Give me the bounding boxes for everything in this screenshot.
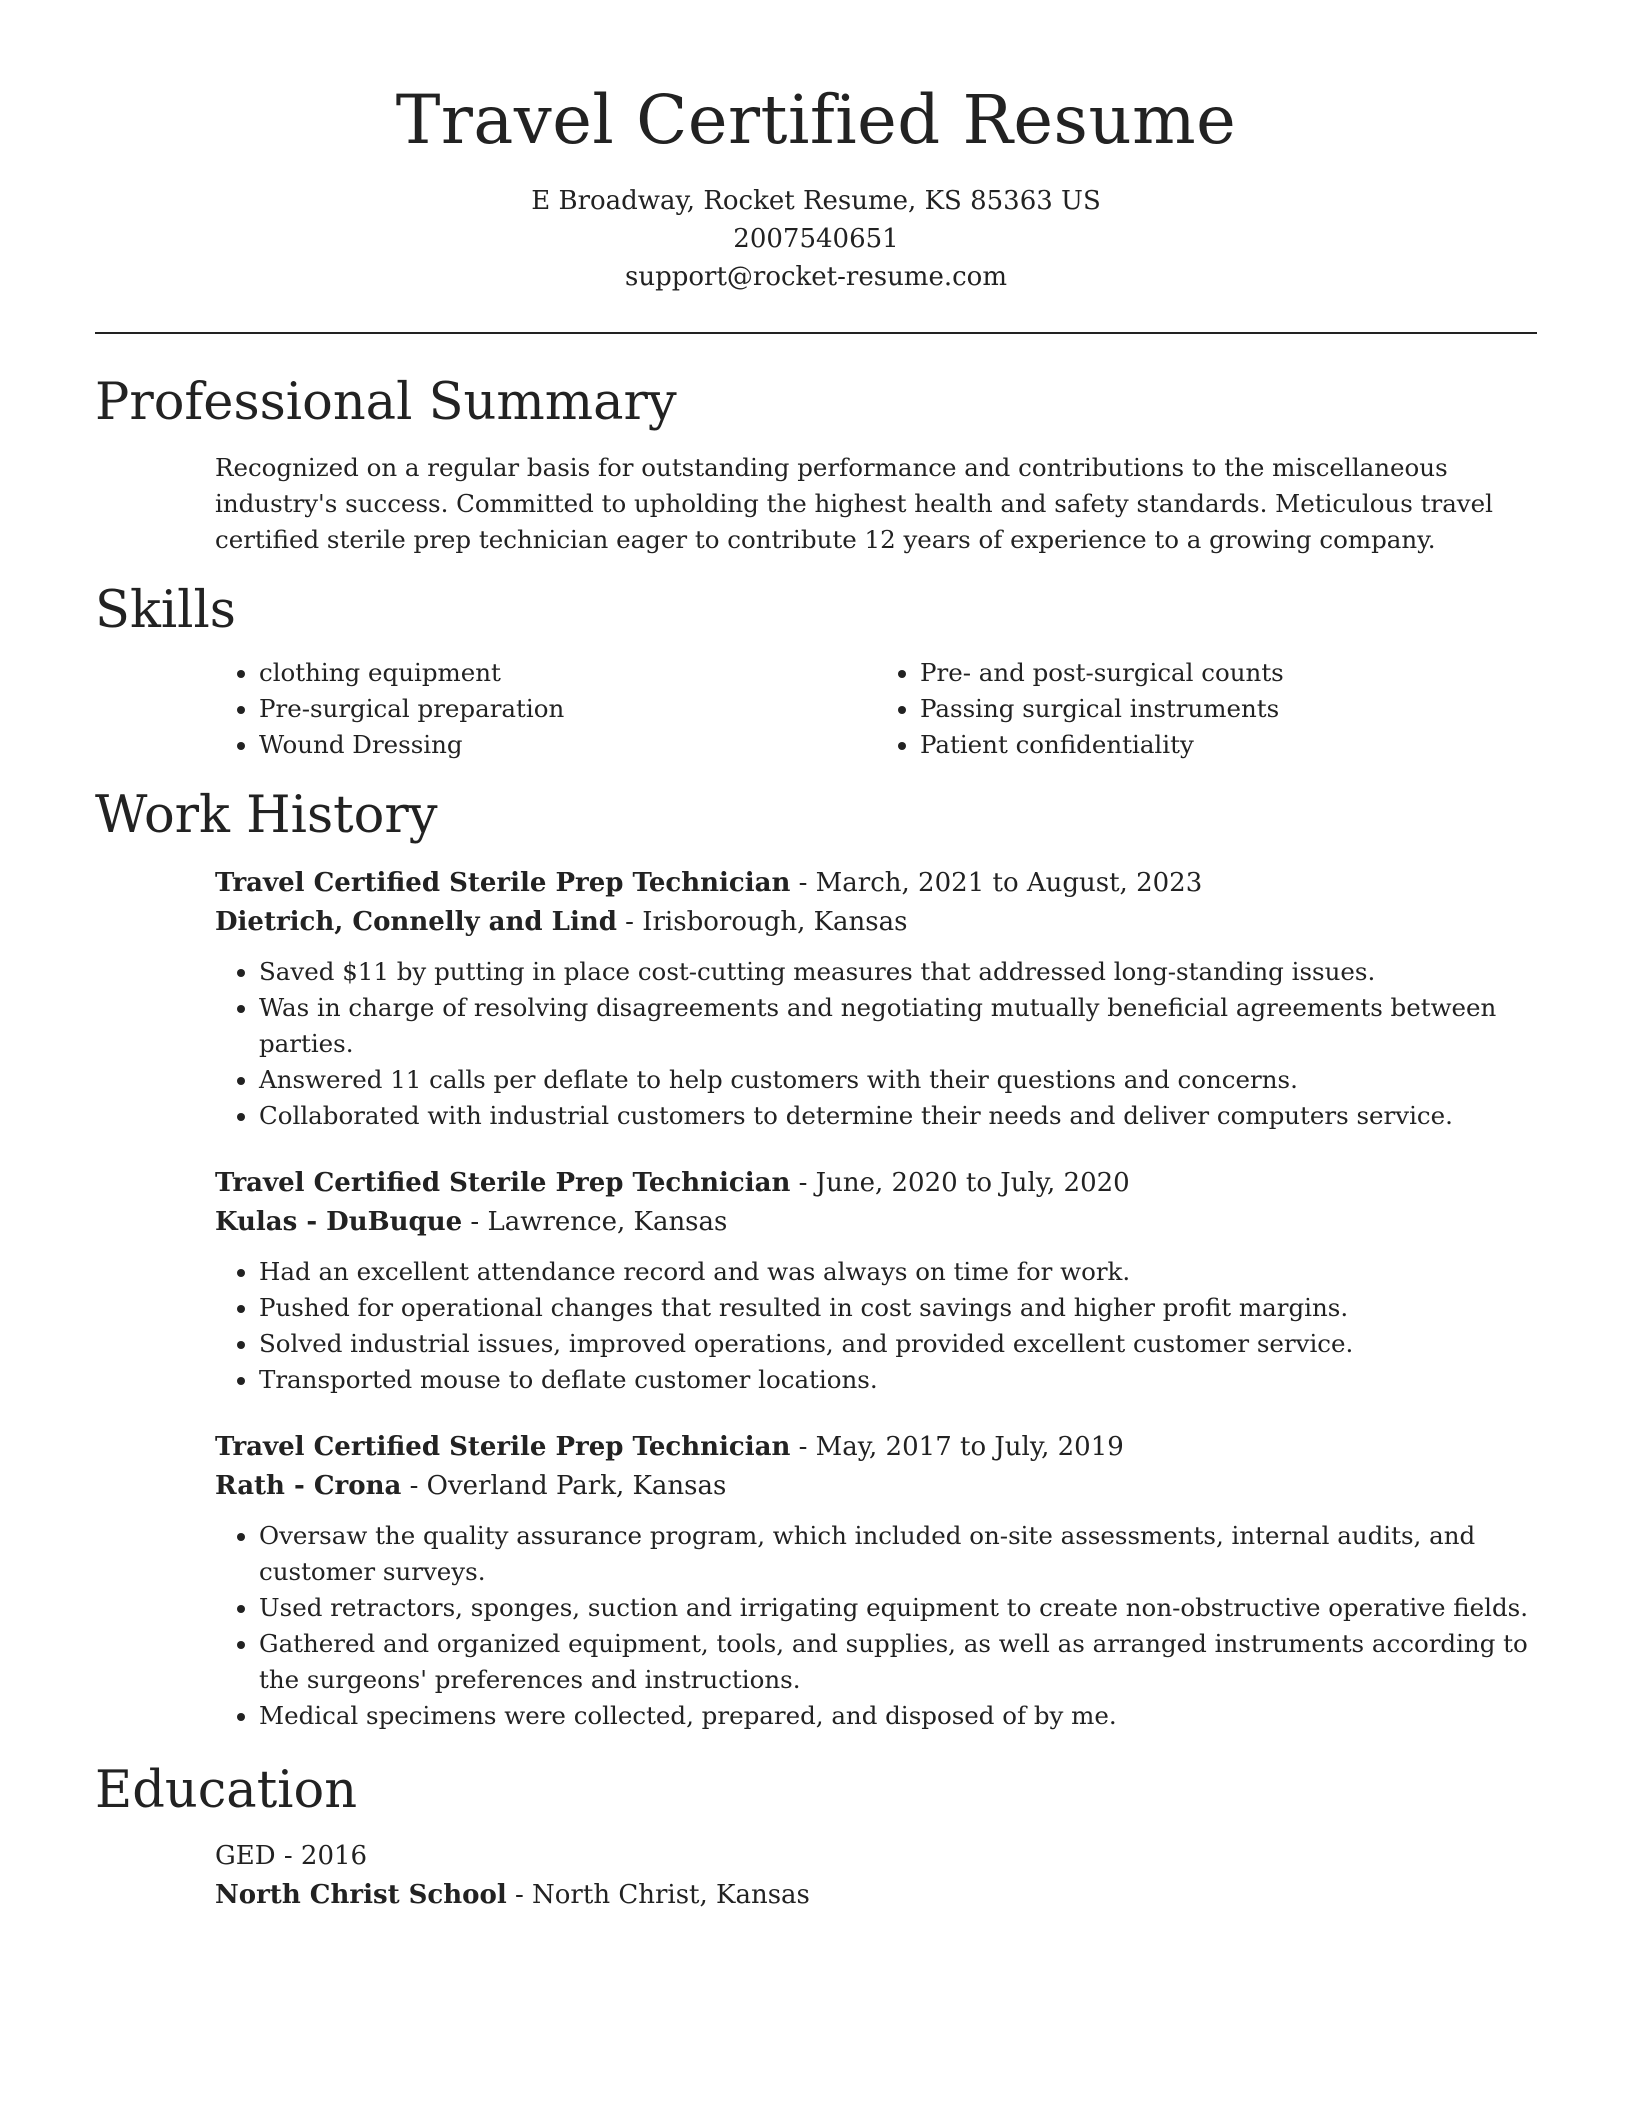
skills-column-left: [215, 655, 876, 763]
phone: 2007540651: [733, 224, 899, 255]
skill-item: • Pre- and post-surgical counts: [920, 655, 1537, 691]
job-title-line: [215, 1164, 1537, 1203]
email: support@rocket-resume.com: [624, 262, 1007, 293]
summary-text: Recognized on a regular basis for outstanding performance and contributions to the miscellaneous industry's success. Committed to upholding the highest health and safety standards. Meticulous travel certified sterile prep technician eager to contribute 12 years of experience to a growing company.: [215, 452, 1493, 554]
header-divider: [95, 332, 1537, 334]
skills-column-right: [876, 655, 1537, 763]
work-history-heading: Work History: [95, 785, 438, 845]
education-heading: Education: [95, 1760, 358, 1820]
job-location: - Overland Park, Kansas: [401, 1470, 727, 1501]
job-title-line: [215, 864, 1537, 903]
skills-heading: Skills: [95, 580, 236, 640]
skills-list: [215, 655, 1537, 763]
school-name: North Christ School: [215, 1880, 507, 1911]
job-bullet: • Was in charge of resolving disagreements and negotiating mutually beneficial agreements between parties.: [259, 990, 1537, 1062]
job-bullets: [215, 1518, 1537, 1734]
job-title: Travel Certified Sterile Prep Technician: [215, 1431, 791, 1462]
skill-item: • Patient confidentiality: [920, 727, 1537, 763]
job-company: Kulas - DuBuque: [215, 1206, 463, 1237]
education-entry: [215, 1837, 1537, 1915]
skill-item: • clothing equipment: [259, 655, 876, 691]
job-bullet: • Collaborated with industrial customers to determine their needs and deliver computers service.: [259, 1098, 1537, 1134]
job-bullets: [215, 1254, 1537, 1398]
summary-heading: Professional Summary: [95, 373, 677, 433]
job-entry: [215, 1428, 1537, 1734]
job-bullet: • Answered 11 calls per deflate to help customers with their questions and concerns.: [259, 1062, 1537, 1098]
job-entry: [215, 1164, 1537, 1398]
job-company-line: [215, 903, 1537, 942]
job-bullet: • Gathered and organized equipment, tools, and supplies, as well as arranged instruments according to the surgeons' preferences and instructions.: [259, 1626, 1537, 1698]
graduation-year: - 2016: [275, 1841, 368, 1872]
school-location: - North Christ, Kansas: [506, 1880, 810, 1911]
degree-line: [215, 1837, 1537, 1876]
skill-item: • Pre-surgical preparation: [259, 691, 876, 727]
job-title: Travel Certified Sterile Prep Technician: [215, 867, 791, 898]
contact-info: [95, 182, 1537, 296]
job-bullets: [215, 954, 1537, 1134]
job-company-line: [215, 1203, 1537, 1242]
job-dates: - March, 2021 to August, 2023: [790, 867, 1203, 898]
job-bullet: • Had an excellent attendance record and was always on time for work.: [259, 1254, 1537, 1290]
degree: GED: [215, 1841, 276, 1872]
job-bullet: • Oversaw the quality assurance program, which included on-site assessments, internal audits, and customer surveys.: [259, 1518, 1537, 1590]
job-bullet: • Saved $11 by putting in place cost-cutting measures that addressed long-standing issues.: [259, 954, 1537, 990]
job-bullet: • Solved industrial issues, improved operations, and provided excellent customer service.: [259, 1326, 1537, 1362]
job-company-line: [215, 1467, 1537, 1506]
job-bullet: • Pushed for operational changes that resulted in cost savings and higher profit margins.: [259, 1290, 1537, 1326]
school-line: [215, 1876, 1537, 1915]
resume-title: Travel Certified Resume: [395, 81, 1237, 159]
job-bullet: • Medical specimens were collected, prepared, and disposed of by me.: [259, 1698, 1537, 1734]
skill-item: • Passing surgical instruments: [920, 691, 1537, 727]
skill-item: • Wound Dressing: [259, 727, 876, 763]
job-title: Travel Certified Sterile Prep Technician: [215, 1167, 791, 1198]
job-bullet: • Transported mouse to deflate customer locations.: [259, 1362, 1537, 1398]
job-entry: [215, 864, 1537, 1134]
job-company: Dietrich, Connelly and Lind: [215, 906, 617, 937]
job-location: - Lawrence, Kansas: [462, 1206, 728, 1237]
job-company: Rath - Crona: [215, 1470, 402, 1501]
resume-header: [95, 80, 1537, 296]
job-location: - Irisborough, Kansas: [616, 906, 908, 937]
address: E Broadway, Rocket Resume, KS 85363 US: [531, 186, 1101, 217]
job-title-line: [215, 1428, 1537, 1467]
job-dates: - May, 2017 to July, 2019: [790, 1431, 1124, 1462]
job-dates: - June, 2020 to July, 2020: [790, 1167, 1130, 1198]
job-bullet: • Used retractors, sponges, suction and irrigating equipment to create non-obstructive operative fields.: [259, 1590, 1537, 1626]
